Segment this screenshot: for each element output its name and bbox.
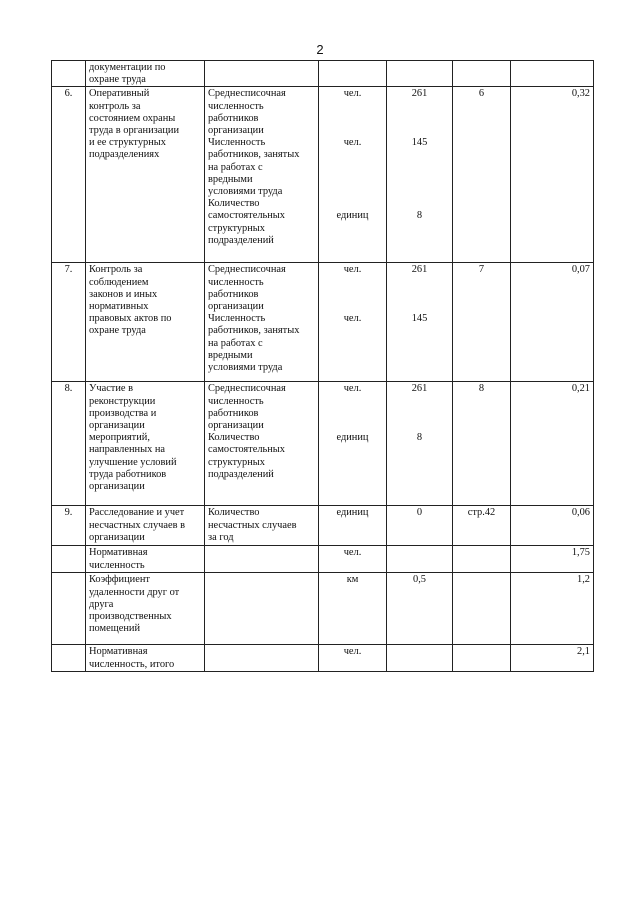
coefficient [453, 645, 511, 671]
unit-line: единиц [336, 432, 369, 444]
name-line: нормативных [89, 301, 149, 313]
row-number [52, 546, 86, 573]
work-name [86, 506, 205, 546]
indicator-line: Количество [208, 198, 260, 210]
value-line: 8 [416, 432, 423, 444]
name-line: правовых актов по [89, 313, 172, 325]
row-number [52, 87, 86, 263]
value-line [390, 289, 449, 301]
indicator-line: структурных [208, 222, 265, 234]
coefficient [453, 61, 511, 87]
name-line: улучшение условий [89, 456, 177, 468]
unit [319, 546, 387, 573]
value-line: 8 [416, 210, 423, 222]
unit-line: чел. [343, 313, 362, 325]
indicator-line: организации [208, 420, 264, 432]
work-name [86, 263, 205, 382]
work-name [86, 382, 205, 506]
unit [319, 263, 387, 382]
row-number-text: 9. [64, 507, 73, 519]
unit [319, 61, 387, 87]
unit-line [322, 198, 383, 210]
coefficient [453, 87, 511, 263]
indicator-line: на работах с [208, 161, 263, 173]
row-number-text: 7. [64, 264, 73, 276]
table-row [52, 87, 594, 263]
unit-line: чел. [343, 264, 362, 276]
indicator-line: Среднесписочная [208, 88, 286, 100]
indicator-line: работников, занятых [208, 325, 300, 337]
name-line: Расследование и учет [89, 507, 185, 519]
value [387, 573, 453, 645]
value-line [390, 162, 449, 174]
indicator [205, 382, 319, 506]
name-line: охране труда [89, 74, 146, 86]
coefficient [453, 546, 511, 573]
name-line: организации [89, 420, 145, 432]
row-number-text: 6. [64, 88, 73, 100]
value-line [390, 186, 449, 198]
result-text: 1,2 [577, 574, 590, 586]
value-line: 261 [411, 264, 428, 276]
table-body [52, 61, 594, 672]
value-line: 145 [411, 313, 428, 325]
unit-line: чел. [343, 88, 362, 100]
row-number-text: 8. [64, 383, 73, 395]
work-name [86, 645, 205, 671]
indicator-line: Численность [208, 313, 266, 325]
indicator-line: Среднесписочная [208, 383, 286, 395]
row-number [52, 573, 86, 645]
value-line [390, 277, 449, 289]
table-row [52, 61, 594, 87]
indicator-line: работников [208, 288, 259, 300]
indicator-line: подразделений [208, 468, 274, 480]
result [511, 506, 594, 546]
name-line: организации [89, 481, 145, 493]
indicator-line: организации [208, 301, 264, 313]
unit-line [322, 113, 383, 125]
indicator [205, 87, 319, 263]
result-text: 0,07 [571, 264, 590, 276]
result [511, 645, 594, 671]
unit-line [322, 289, 383, 301]
name-line: контроль за [89, 100, 141, 112]
result-text: 1,75 [571, 547, 590, 559]
value [387, 263, 453, 382]
name-line: документации по [89, 62, 166, 73]
name-line: мероприятий, [89, 432, 150, 444]
page-number: 2 [316, 42, 324, 57]
name-line: несчастных случаев в [89, 519, 186, 531]
name-line: реконструкции [89, 395, 156, 407]
unit [319, 645, 387, 671]
value [387, 382, 453, 506]
coefficient-text: 7 [478, 264, 485, 276]
unit [319, 87, 387, 263]
indicator-line: работников [208, 407, 259, 419]
unit-line: км [346, 574, 359, 586]
name-line: подразделениях [89, 149, 160, 161]
indicator [205, 645, 319, 671]
unit-line [322, 186, 383, 198]
indicator-line: численность [208, 100, 264, 112]
indicator-line: Среднесписочная [208, 264, 286, 276]
value-line [390, 396, 449, 408]
value-line: 261 [411, 383, 428, 395]
coefficient [453, 382, 511, 506]
value-line [390, 149, 449, 161]
coefficient-text: 6 [478, 88, 485, 100]
table-row [52, 382, 594, 506]
value [387, 61, 453, 87]
coefficient [453, 573, 511, 645]
unit-line: чел. [343, 383, 362, 395]
table-row [52, 263, 594, 382]
indicator-line: за год [208, 531, 234, 543]
value-line: 0 [416, 507, 423, 519]
indicator [205, 506, 319, 546]
indicator-line: Численность [208, 137, 266, 149]
unit-line [322, 162, 383, 174]
table-row [52, 573, 594, 645]
unit-line: единиц [336, 507, 369, 519]
unit-line [322, 125, 383, 137]
value-line [390, 174, 449, 186]
coefficient-text: стр.42 [467, 507, 496, 519]
name-line: организации [89, 531, 145, 543]
unit-line [322, 101, 383, 113]
name-line: направленных на [89, 444, 166, 456]
indicator [205, 573, 319, 645]
value [387, 546, 453, 573]
unit [319, 506, 387, 546]
unit-line [322, 277, 383, 289]
value-line: 145 [411, 137, 428, 149]
indicator-line: на работах с [208, 337, 263, 349]
result [511, 61, 594, 87]
name-line: удаленности друг от [89, 586, 180, 598]
indicator-line: численность [208, 395, 264, 407]
indicator-line: Количество [208, 432, 260, 444]
result-text: 2,1 [577, 646, 590, 658]
name-line: Нормативная [89, 547, 148, 559]
unit-line: чел. [343, 547, 362, 559]
indicator-line: вредными [208, 349, 253, 361]
result [511, 573, 594, 645]
indicator-line: Количество [208, 507, 260, 519]
work-name [86, 61, 205, 87]
name-line: численность, итого [89, 658, 175, 670]
indicator-line: условиями труда [208, 186, 283, 198]
indicator-line: самостоятельных [208, 444, 285, 456]
name-line: помещений [89, 623, 141, 635]
unit-line [322, 301, 383, 313]
value [387, 87, 453, 263]
indicator-line: организации [208, 125, 264, 137]
indicator-line: условиями труда [208, 362, 283, 374]
coefficient [453, 506, 511, 546]
value [387, 506, 453, 546]
indicator-line: несчастных случаев [208, 519, 297, 531]
row-number [52, 382, 86, 506]
unit-line: чел. [343, 137, 362, 149]
row-number [52, 263, 86, 382]
indicator [205, 263, 319, 382]
name-line: Оперативный [89, 88, 150, 100]
value-line: 261 [411, 88, 428, 100]
table-row [52, 645, 594, 671]
norm-table [51, 60, 594, 672]
name-line: Нормативная [89, 646, 148, 658]
value-line [390, 420, 449, 432]
value-line [390, 408, 449, 420]
unit [319, 573, 387, 645]
name-line: труда работников [89, 468, 167, 480]
name-line: производства и [89, 407, 157, 419]
value-line [390, 125, 449, 137]
work-name [86, 546, 205, 573]
name-line: производственных [89, 611, 172, 623]
indicator-line: работников, занятых [208, 149, 300, 161]
indicator-line: подразделений [208, 234, 274, 246]
indicator-line: работников [208, 112, 259, 124]
result [511, 382, 594, 506]
unit-line: чел. [343, 646, 362, 658]
result-text: 0,21 [571, 383, 590, 395]
indicator [205, 61, 319, 87]
coefficient [453, 263, 511, 382]
result-text: 0,32 [571, 88, 590, 100]
value [387, 645, 453, 671]
work-name [86, 87, 205, 263]
coefficient-text: 8 [478, 383, 485, 395]
value-line [390, 101, 449, 113]
result [511, 546, 594, 573]
row-number [52, 506, 86, 546]
name-line: Коэффициент [89, 574, 150, 586]
name-line: Контроль за [89, 264, 143, 276]
name-line: Участие в [89, 383, 134, 395]
name-line: друга [89, 598, 114, 610]
unit-line [322, 149, 383, 161]
name-line: охране труда [89, 325, 146, 337]
name-line: и ее структурных [89, 137, 166, 149]
name-line: законов и иных [89, 288, 158, 300]
name-line: состоянием охраны [89, 112, 176, 124]
unit-line [322, 396, 383, 408]
result-text: 0,06 [571, 507, 590, 519]
table-row [52, 546, 594, 573]
unit-line [322, 420, 383, 432]
value-line [390, 301, 449, 313]
result [511, 263, 594, 382]
row-number [52, 645, 86, 671]
indicator [205, 546, 319, 573]
unit [319, 382, 387, 506]
unit-line: единиц [336, 210, 369, 222]
indicator-line: вредными [208, 173, 253, 185]
indicator-line: самостоятельных [208, 210, 285, 222]
value-line [390, 198, 449, 210]
work-name [86, 573, 205, 645]
name-line: соблюдением [89, 276, 149, 288]
value-line: 0,5 [413, 574, 426, 586]
value-line [390, 113, 449, 125]
indicator-line: структурных [208, 456, 265, 468]
result [511, 87, 594, 263]
name-line: численность [89, 559, 145, 571]
unit-line [322, 174, 383, 186]
name-line: труда в организации [89, 125, 180, 137]
table-row [52, 506, 594, 546]
row-number [52, 61, 86, 87]
indicator-line: численность [208, 276, 264, 288]
unit-line [322, 408, 383, 420]
